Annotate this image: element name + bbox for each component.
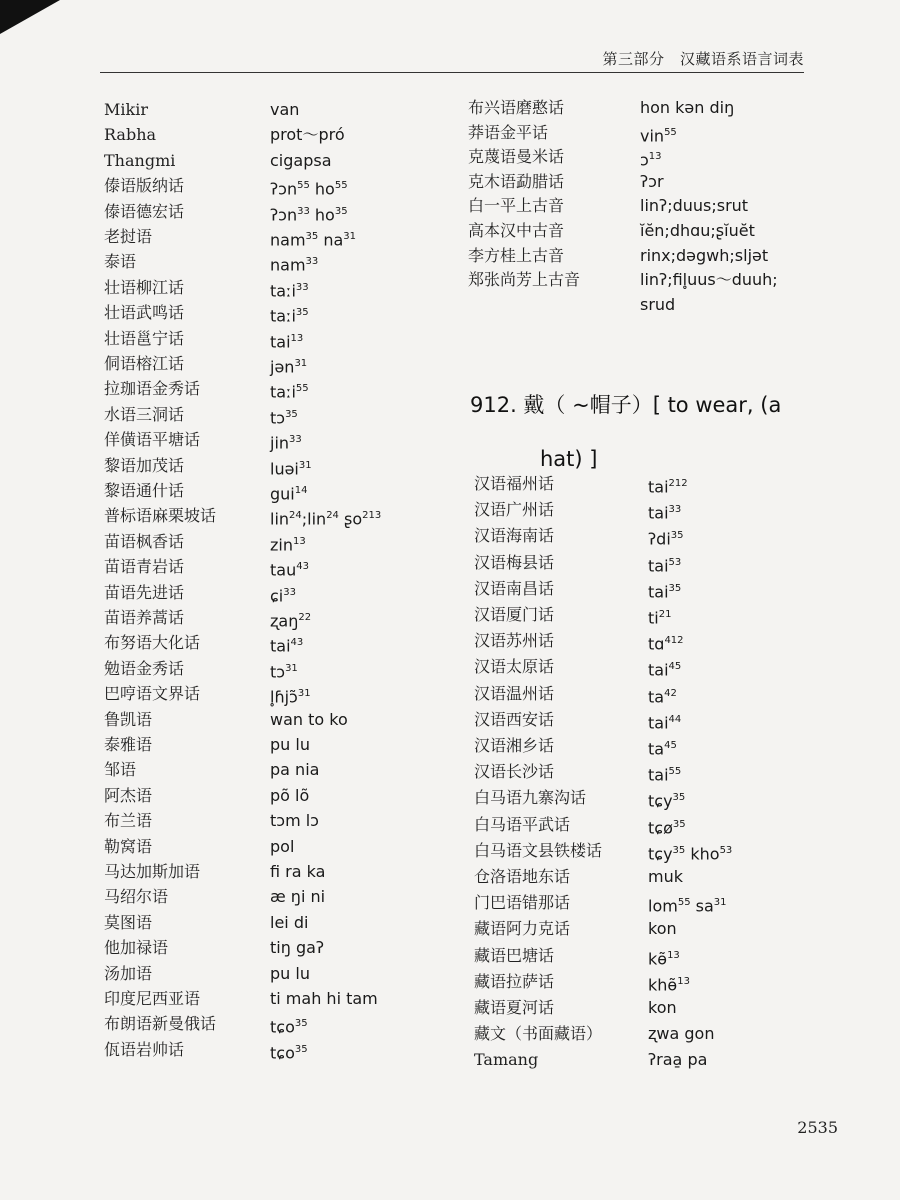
language-name: 藏语阿力克话 [474, 919, 571, 939]
word-form: jin$^{33}$ [270, 433, 302, 453]
word-form: lin$^{24}$;lin$^{24}$ ʂo$^{213}$ [270, 509, 382, 529]
entry-row [104, 631, 444, 655]
entry-row [104, 98, 444, 122]
word-form: taːi$^{35}$ [270, 306, 309, 326]
word-form: srud [640, 294, 676, 314]
word-form: tai$^{44}$ [648, 713, 682, 733]
language-name: 马绍尔语 [104, 887, 169, 907]
word-form: $ta^{42}$ [648, 686, 677, 706]
word-form: taːi$^{55}$ [270, 382, 309, 402]
language-name: 布兴语磨憨话 [468, 98, 565, 117]
language-name: 苗语青岩话 [104, 557, 185, 577]
language-name: 汉语温州话 [474, 683, 555, 703]
entry-row [104, 428, 444, 452]
entry-row [474, 551, 834, 575]
language-name: 壮语武鸣话 [104, 303, 185, 323]
entry-912-title [470, 378, 810, 486]
entry-row [104, 1012, 444, 1036]
word-form: ɕi$^{33}$ [270, 585, 296, 605]
word-form: ĭĕn;dhɑu;ʂĭuĕt [640, 221, 755, 240]
entry-row [104, 885, 444, 909]
word-form: linʔ;fil̥uus～duuh; [640, 270, 778, 290]
entry-row [104, 301, 444, 325]
word-form: tai$^{45}$ [648, 660, 682, 680]
language-name: 门巴语错那话 [474, 893, 571, 913]
word-form: ti mah hi tam [270, 989, 378, 1008]
entry-row [474, 498, 834, 522]
language-name: 苗语先进话 [104, 582, 185, 602]
entry-row [474, 682, 834, 706]
language-name: 汉语太原话 [474, 657, 555, 677]
word-form: tai$^{33}$ [648, 503, 682, 523]
entry-row [468, 194, 828, 218]
word-form: tɔ$^{35}$ [270, 408, 298, 428]
language-name: 阿杰语 [104, 785, 153, 805]
entry-row [104, 581, 444, 605]
word-form: lom$^{55}$ $sa^{31}$ [648, 896, 727, 916]
word-form: l̥ɦjɔ̃$^{31}$ [270, 687, 311, 707]
word-form: pa nia [270, 760, 320, 780]
word-form: muk [648, 867, 683, 886]
entry-row [104, 1038, 444, 1062]
word-form: pu lu [270, 735, 310, 754]
entry-row [474, 891, 834, 915]
word-form: ʔɔn$^{55}$ $ho^{55}$ [270, 179, 348, 199]
right-column-bottom [474, 472, 834, 1092]
entry-row [104, 962, 444, 986]
entry-row [474, 760, 834, 784]
language-name: 白马语九寨沟话 [474, 788, 587, 808]
language-name: 藏语夏河话 [474, 998, 555, 1017]
language-name: 老挝语 [104, 227, 153, 246]
entry-row [104, 454, 444, 478]
entry-row [474, 524, 834, 548]
entry-row [474, 996, 834, 1020]
entry-row [468, 170, 828, 194]
entry-row [104, 149, 444, 173]
word-form: taːi$^{33}$ [270, 281, 309, 301]
entry-row [104, 352, 444, 376]
word-form: tau$^{43}$ [270, 560, 309, 580]
entry-row [104, 403, 444, 427]
language-name: 藏语巴塘话 [474, 945, 555, 965]
word-form: kon [648, 919, 677, 939]
entry-row [474, 813, 834, 837]
entry-row [104, 174, 444, 198]
word-form: kon [648, 998, 677, 1017]
entry-row [474, 577, 834, 601]
entry-row [474, 734, 834, 758]
language-name: 藏文（书面藏语） [474, 1024, 603, 1044]
word-form: ʔɔr [640, 171, 664, 191]
entry-row [104, 530, 444, 554]
entry-title-line-2: hat) ] [540, 447, 598, 471]
language-name: 藏语拉萨话 [474, 971, 555, 991]
entry-row [468, 121, 828, 145]
language-name: 黎语通什话 [104, 481, 185, 500]
word-form: ʔraa̱ pa [648, 1050, 708, 1070]
running-header: 第三部分 汉藏语系语言词表 [602, 50, 804, 68]
entry-row [468, 244, 828, 268]
language-name: 汉语西安话 [474, 709, 555, 729]
entry-row [474, 603, 834, 627]
language-name: 马达加斯加语 [104, 862, 201, 881]
language-name: Thangmi [104, 150, 176, 170]
language-name: 普标语麻栗坡话 [104, 506, 217, 526]
language-name: 黎语加茂话 [104, 455, 185, 475]
word-form: tiŋ gaʔ [270, 938, 325, 958]
word-form: kɵ̃$^{13}$ [648, 948, 680, 968]
language-name: 白一平上古音 [468, 196, 565, 216]
language-name: Mikir [104, 100, 148, 119]
word-form: tɑ$^{412}$ [648, 634, 684, 654]
language-name: 汉语广州话 [474, 500, 555, 520]
language-name: 汉语苏州话 [474, 631, 555, 651]
language-name: 拉珈语金秀话 [104, 379, 201, 399]
word-form: jən$^{31}$ [270, 357, 308, 377]
entry-row [474, 786, 834, 810]
entry-row [474, 917, 834, 941]
language-name: 佤语岩帅话 [104, 1039, 185, 1059]
word-form: khɵ̃$^{13}$ [648, 975, 690, 995]
word-form: linʔ;duus;srut [640, 196, 749, 216]
language-name: 仓洛语地东话 [474, 867, 571, 886]
entry-row [468, 96, 828, 120]
word-form: gui$^{14}$ [270, 484, 308, 504]
word-form: ʐwa gon [648, 1024, 715, 1044]
word-form: cigapsa [270, 150, 332, 170]
word-form: rinx;dəgwh;sljət [640, 245, 769, 265]
entry-row [104, 987, 444, 1011]
language-name: 傣语版纳话 [104, 176, 185, 196]
entry-row [104, 758, 444, 782]
entry-row [104, 479, 444, 503]
language-name: 克木语勐腊话 [468, 171, 565, 191]
entry-row [474, 629, 834, 653]
word-form: ɔ$^{13}$ [640, 150, 662, 170]
right-column-top [468, 96, 828, 326]
language-name: 莽语金平话 [468, 122, 549, 142]
entry-row [474, 839, 834, 863]
word-form: fi ra ka [270, 862, 326, 881]
entry-row [104, 708, 444, 732]
scan-corner-shadow [0, 0, 60, 34]
entry-row [474, 708, 834, 732]
word-form: $ta^{45}$ [648, 739, 677, 759]
word-form: põ lõ [270, 785, 310, 805]
language-name: 汉语梅县话 [474, 552, 555, 572]
word-form: lei di [270, 912, 309, 932]
entry-row [104, 225, 444, 249]
language-name: 印度尼西亚语 [104, 989, 201, 1008]
language-name: 克蔑语曼米话 [468, 147, 565, 167]
entry-row [104, 250, 444, 274]
entry-row [104, 657, 444, 681]
entry-row [104, 555, 444, 579]
entry-row [474, 970, 834, 994]
entry-row [104, 377, 444, 401]
word-form: van [270, 100, 300, 119]
language-name: 郑张尚芳上古音 [468, 270, 581, 290]
language-name: 苗语养蒿话 [104, 608, 185, 627]
entry-row [468, 293, 828, 317]
entry-row [468, 268, 828, 292]
entry-row [474, 865, 834, 889]
language-name: 傣语德宏话 [104, 201, 185, 221]
entry-row [474, 472, 834, 496]
entry-row [104, 327, 444, 351]
entry-row [104, 200, 444, 224]
language-name: 壮语邕宁话 [104, 328, 185, 348]
page-number: 2535 [797, 1118, 838, 1137]
word-form: tɔ$^{31}$ [270, 662, 298, 682]
entry-row [474, 944, 834, 968]
entry-row [474, 1022, 834, 1046]
entry-row [104, 504, 444, 528]
word-form: pu lu [270, 963, 310, 983]
language-name: 布兰语 [104, 811, 153, 831]
entry-row [104, 936, 444, 960]
entry-row [104, 809, 444, 833]
word-form: tɕy$^{35}$ kho$^{53}$ [648, 844, 733, 864]
language-name: 汉语海南话 [474, 526, 555, 546]
word-form: tɕo$^{35}$ [270, 1017, 308, 1037]
language-name: 佯僙语平塘话 [104, 430, 201, 450]
language-name: 苗语枫香话 [104, 531, 185, 551]
word-form: tɕo$^{35}$ [270, 1043, 308, 1063]
language-name: 他加禄语 [104, 938, 169, 958]
entry-row [104, 911, 444, 935]
entry-row [104, 123, 444, 147]
language-name: 莫图语 [104, 912, 153, 932]
word-form: tai$^{212}$ [648, 477, 688, 497]
language-name: 汉语南昌话 [474, 578, 555, 598]
entry-row [104, 784, 444, 808]
word-form: tai$^{43}$ [270, 636, 304, 656]
word-form: pol [270, 836, 295, 856]
word-form: tai$^{35}$ [648, 582, 682, 602]
word-form: ʐaŋ$^{22}$ [270, 611, 312, 631]
language-name: 勒窝语 [104, 836, 153, 856]
language-name: 汉语湘乡话 [474, 736, 555, 755]
word-form: vin$^{55}$ [640, 125, 677, 145]
left-column [104, 98, 444, 1088]
word-form: zin$^{13}$ [270, 535, 306, 555]
word-form: tɔm lɔ [270, 811, 319, 831]
word-form: $ti^{21}$ [648, 608, 672, 628]
language-name: 布努语大化话 [104, 633, 201, 653]
language-name: 李方桂上古音 [468, 245, 565, 265]
language-name: 邹语 [104, 760, 137, 780]
word-form: hon kən diŋ [640, 98, 735, 117]
language-name: 布朗语新曼俄话 [104, 1014, 217, 1034]
entry-row [104, 606, 444, 630]
word-form: æ ŋi ni [270, 887, 326, 907]
entry-row [468, 219, 828, 243]
entry-row [104, 682, 444, 706]
entry-row [104, 733, 444, 757]
language-name: Tamang [474, 1050, 539, 1070]
language-name: 白马语文县铁楼话 [474, 840, 603, 860]
word-form: prot～pró [270, 125, 345, 145]
language-name: 汤加语 [104, 963, 153, 983]
language-name: 壮语柳江话 [104, 277, 185, 297]
language-name: 水语三洞话 [104, 404, 185, 424]
entry-title-line-1: 912. 戴（ ~帽子）[ to wear, (a [470, 393, 782, 417]
word-form: wan to ko [270, 709, 348, 729]
language-name: Rabha [104, 125, 157, 145]
language-name: 汉语福州话 [474, 474, 555, 493]
word-form: ʔɔn$^{33}$ $ho^{35}$ [270, 204, 348, 224]
language-name: 鲁凯语 [104, 709, 153, 729]
word-form: tai$^{55}$ [648, 765, 682, 785]
entry-row [104, 860, 444, 884]
language-name: 高本汉中古音 [468, 221, 565, 240]
language-name: 白马语平武话 [474, 814, 571, 834]
language-name: 侗语榕江话 [104, 354, 185, 373]
header-rule [100, 72, 804, 73]
word-form: tai$^{13}$ [270, 331, 304, 351]
word-form: tai$^{53}$ [648, 555, 682, 575]
entry-row [104, 276, 444, 300]
word-form: tɕy$^{35}$ [648, 791, 686, 811]
language-name: 汉语厦门话 [474, 605, 555, 624]
language-name: 勉语金秀话 [104, 658, 185, 678]
word-form: ʔdi$^{35}$ [648, 529, 684, 549]
entry-row [474, 655, 834, 679]
language-name: 泰语 [104, 252, 137, 272]
word-form: nam$^{35}$ $na^{31}$ [270, 230, 357, 250]
entry-row [104, 835, 444, 859]
language-name: 巴哼语文界话 [104, 684, 201, 704]
entry-row [468, 145, 828, 169]
language-name: 汉语长沙话 [474, 762, 555, 782]
entry-row [474, 1048, 834, 1072]
word-form: luəi$^{31}$ [270, 458, 312, 478]
language-name: 泰雅语 [104, 735, 153, 754]
word-form: tɕø$^{35}$ [648, 817, 686, 837]
word-form: nam$^{33}$ [270, 255, 319, 275]
